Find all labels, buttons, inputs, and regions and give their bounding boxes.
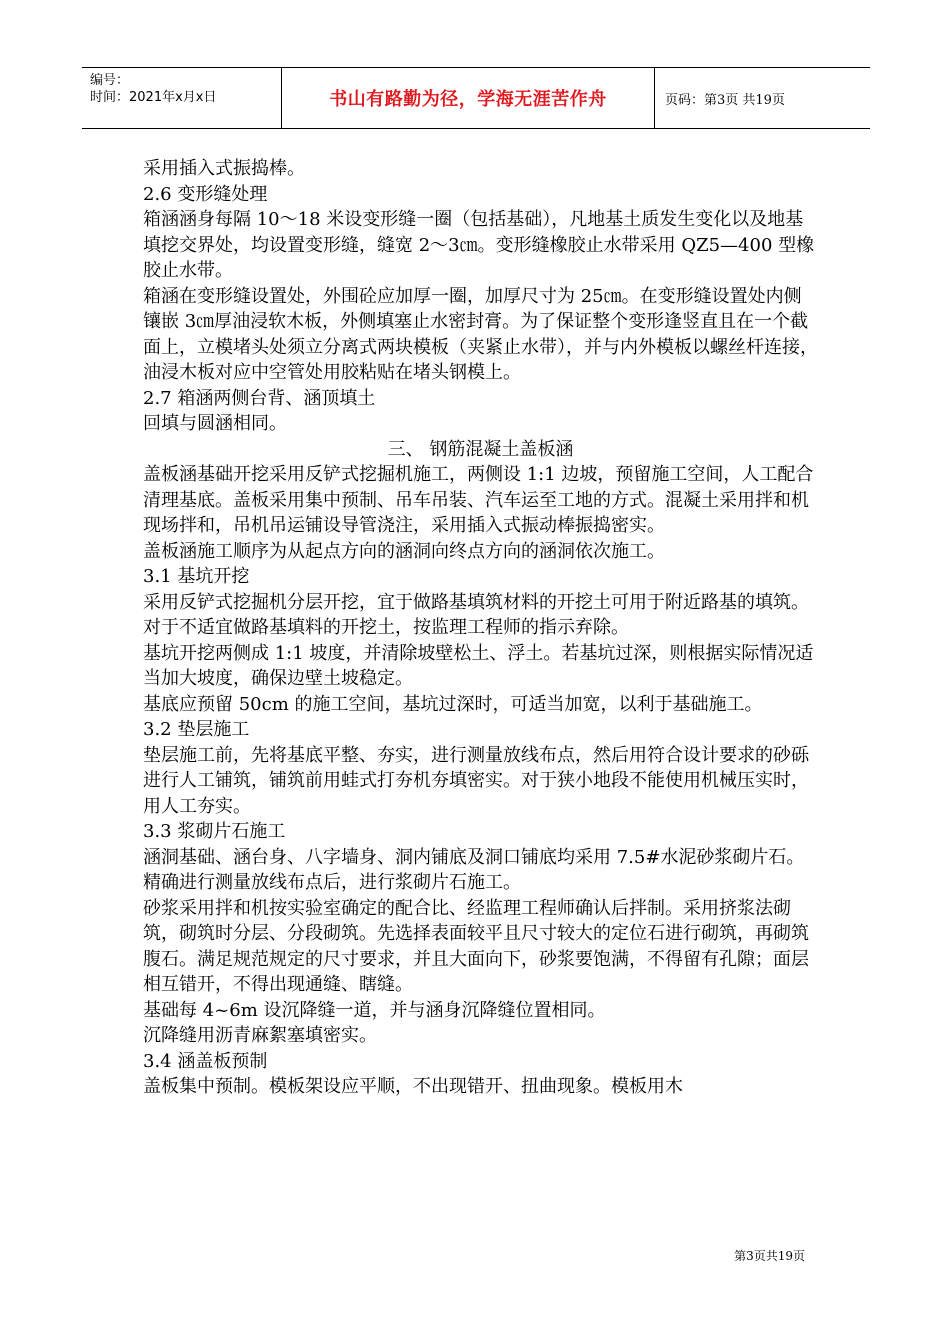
section-heading: 2.6 变形缝处理 xyxy=(143,183,268,205)
page-header xyxy=(82,67,870,129)
header-motto: 书山有路勤为径，学海无涯苦作舟 xyxy=(282,68,655,128)
paragraph: 基底应预留 50cm 的施工空间，基坑过深时，可适当加宽，以利于基础施工。 xyxy=(143,693,763,715)
document-number-label: 编号： xyxy=(90,73,130,88)
header-page-number: 页码：第3页 共19页 xyxy=(665,92,785,108)
paragraph: 涵洞基础、涵台身、八字墙身、洞内铺底及洞口铺底均采用 7.5#水泥砂浆砌片石。 xyxy=(143,846,805,868)
paragraph: 精确进行测量放线布点后，进行浆砌片石施工。 xyxy=(143,872,521,893)
paragraph: 回填与圆涵相同。 xyxy=(143,413,287,434)
paragraph: 盖板涵施工顺序为从起点方向的涵洞向终点方向的涵洞依次施工。 xyxy=(143,540,665,562)
section-heading: 3.2 垫层施工 xyxy=(143,719,250,740)
section-heading: 3.1 基坑开挖 xyxy=(143,566,250,587)
section-heading: 2.7 箱涵两侧台背、涵顶填土 xyxy=(143,387,376,409)
chapter-heading: 三、 钢筋混凝土盖板涵 xyxy=(387,438,574,460)
paragraph: 采用反铲式挖掘机分层开挖，宜于做路基填筑材料的开挖土可用于附近路基的填筑。对于不适宜做路基填料的开挖土，按监理工程师的指示弃除。 xyxy=(143,591,809,638)
document-body xyxy=(143,156,818,1100)
paragraph: 箱涵在变形缝设置处，外围砼应加厚一圈，加厚尺寸为 25㎝。在变形缝设置处内侧镶嵌 3㎝厚油浸软木板，外侧填塞止水密封膏。为了保证整个变形逢竖直且在一个截面上，立模堵头处须立分离式两块模板（夹紧止水带），并与内外模板以螺丝杆连接，油浸木板对应中空管处用胶粘贴在堵头钢模上。 xyxy=(143,285,818,383)
page-footer: 第3页共19页 xyxy=(734,1249,805,1263)
section-heading: 3.3 浆砌片石施工 xyxy=(143,821,286,842)
paragraph: 盖板涵基础开挖采用反铲式挖掘机施工，两侧设 1:1 边坡，预留施工空间，人工配合清理基底。盖板采用集中预制、吊车吊装、汽车运至工地的方式。混凝土采用拌和机现场拌和，吊机吊运铺设导管浇注，采用插入式振动棒振捣密实。 xyxy=(143,464,814,536)
header-meta xyxy=(82,68,282,128)
paragraph: 砂浆采用拌和机按实验室确定的配合比、经监理工程师确认后拌制。采用挤浆法砌筑，砌筑时分层、分段砌筑。先选择表面较平且尺寸较大的定位石进行砌筑，再砌筑腹石。满足规范规定的尺寸要求，并且大面向下，砂浆要饱满，不得留有孔隙；面层相互错开，不得出现通缝、瞎缝。 xyxy=(143,897,809,995)
document-time-label: 时间：2021年x月x日 xyxy=(90,90,217,105)
paragraph: 基坑开挖两侧成 1:1 坡度，并清除坡壁松土、浮土。若基坑过深，则根据实际情况适当加大坡度，确保边壁土坡稳定。 xyxy=(143,642,814,689)
paragraph: 采用插入式振捣棒。 xyxy=(143,158,305,179)
paragraph: 盖板集中预制。模板架设应平顺，不出现错开、扭曲现象。模板用木 xyxy=(143,1076,683,1097)
paragraph: 沉降缝用沥青麻絮塞填密实。 xyxy=(143,1025,377,1046)
paragraph: 垫层施工前，先将基底平整、夯实，进行测量放线布点，然后用符合设计要求的砂砾进行人工铺筑，铺筑前用蛙式打夯机夯填密实。对于狭小地段不能使用机械压实时，用人工夯实。 xyxy=(143,744,809,817)
section-heading: 3.4 涵盖板预制 xyxy=(143,1050,268,1072)
paragraph: 箱涵涵身每隔 10～18 米设变形缝一圈（包括基础），凡地基土质发生变化以及地基填挖交界处，均设置变形缝，缝宽 2～3㎝。变形缝橡胶止水带采用 QZ5—400 型橡胶止水带。 xyxy=(143,209,815,281)
paragraph: 基础每 4~6m 设沉降缝一道，并与涵身沉降缝位置相同。 xyxy=(143,999,606,1021)
